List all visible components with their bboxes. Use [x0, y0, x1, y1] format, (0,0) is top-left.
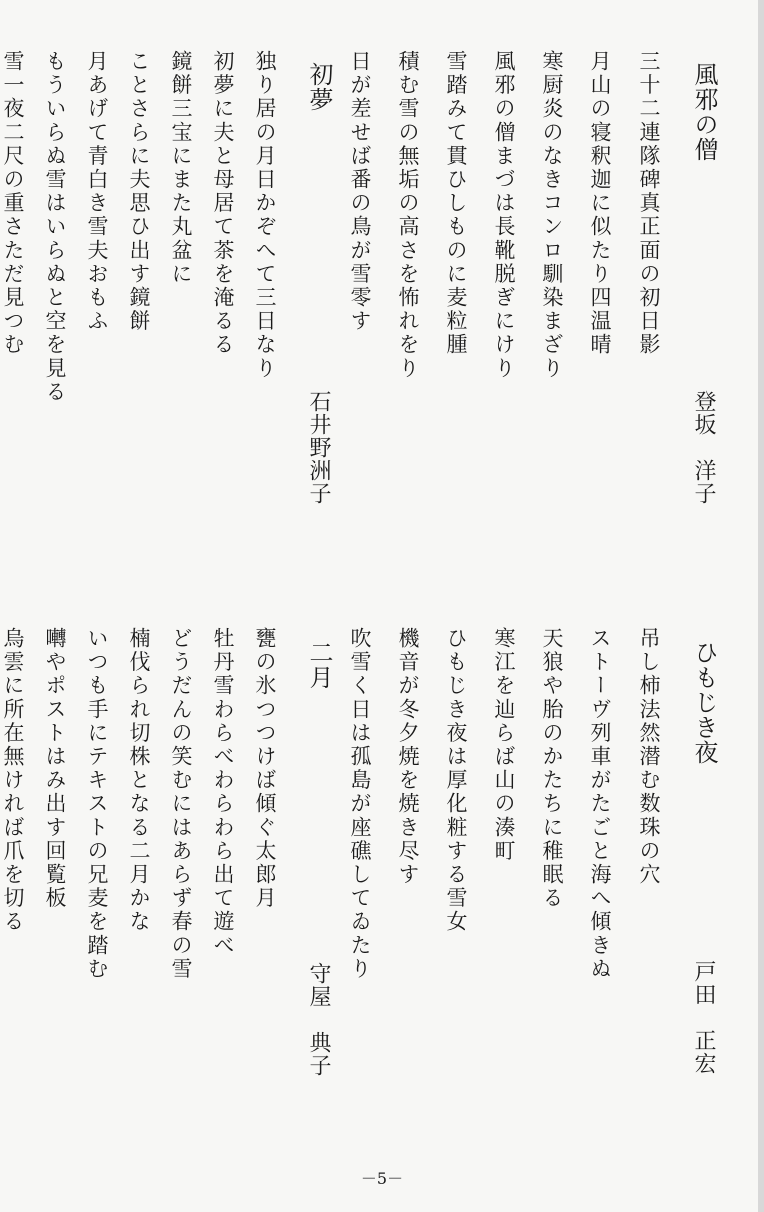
haiku-line: 三十二連隊碑真正面の初日影 — [637, 50, 661, 357]
haiku-line: 牡丹雪わらべわらわら出て遊べ — [211, 627, 235, 958]
haiku-line: 寒厨炎のなきコンロ馴染まざり — [540, 50, 564, 381]
haiku-line: 吹雪く日は孤島が座礁してゐたり — [348, 627, 372, 981]
haiku-line: 独り居の月日かぞへて三日なり — [253, 50, 277, 381]
haiku-line: いつも手にテキストの兄麦を踏む — [85, 627, 109, 981]
section-title: 初夢 — [305, 62, 333, 112]
page-number: －5－ — [360, 1169, 404, 1188]
author-name: 戸田 正宏 — [691, 960, 716, 1075]
haiku-line: 雪一夜二尺の重さただ見つむ — [1, 50, 25, 357]
haiku-line: 吊し柿法然潜む数珠の穴 — [637, 627, 661, 887]
page-edge — [758, 0, 764, 1212]
section-title: 風邪の僧 — [690, 62, 718, 162]
haiku-line: ストーヴ列車がたごと海へ傾きぬ — [588, 627, 612, 981]
haiku-line: 甕の氷つつけば傾ぐ太郎月 — [253, 627, 277, 911]
haiku-line: 風邪の僧まづは長靴脱ぎにけり — [492, 50, 516, 381]
section-title: ひもじき夜 — [690, 640, 718, 765]
haiku-line: もういらぬ雪はいらぬと空を見る — [43, 50, 67, 404]
haiku-line: 鏡餅三宝にまた丸盆に — [169, 50, 193, 286]
haiku-line: 寒江を辿らば山の湊町 — [492, 627, 516, 863]
haiku-line: 楠伐られ切株となる二月かな — [127, 627, 151, 934]
haiku-line: 月あげて青白き雪夫おもふ — [85, 50, 109, 334]
haiku-line: 天狼や胎のかたちに稚眠る — [540, 627, 564, 911]
section-title: 二月 — [305, 640, 333, 690]
haiku-line: 烏雲に所在無ければ爪を切る — [1, 627, 25, 934]
haiku-line: 積む雪の無垢の高さを怖れをり — [396, 50, 420, 381]
haiku-line: 囀やポストはみ出す回覧板 — [43, 627, 67, 911]
haiku-line: 月山の寝釈迦に似たり四温晴 — [588, 50, 612, 357]
author-name: 守屋 典子 — [306, 962, 331, 1077]
haiku-line: 初夢に夫と母居て茶を淹るる — [211, 50, 235, 357]
haiku-line: ひもじき夜は厚化粧する雪女 — [444, 627, 468, 934]
author-name: 石井野洲子 — [306, 390, 331, 505]
haiku-line: 機音が冬夕焼を焼き尽す — [396, 627, 420, 887]
author-name: 登坂 洋子 — [691, 390, 716, 505]
haiku-line: 雪踏みて貫ひしものに麦粒腫 — [444, 50, 468, 357]
haiku-line: ことさらに夫思ひ出す鏡餅 — [127, 50, 151, 334]
haiku-line: 日が差せば番の鳥が雪零す — [348, 50, 372, 334]
haiku-line: どうだんの笑むにはあらず春の雪 — [169, 627, 193, 981]
